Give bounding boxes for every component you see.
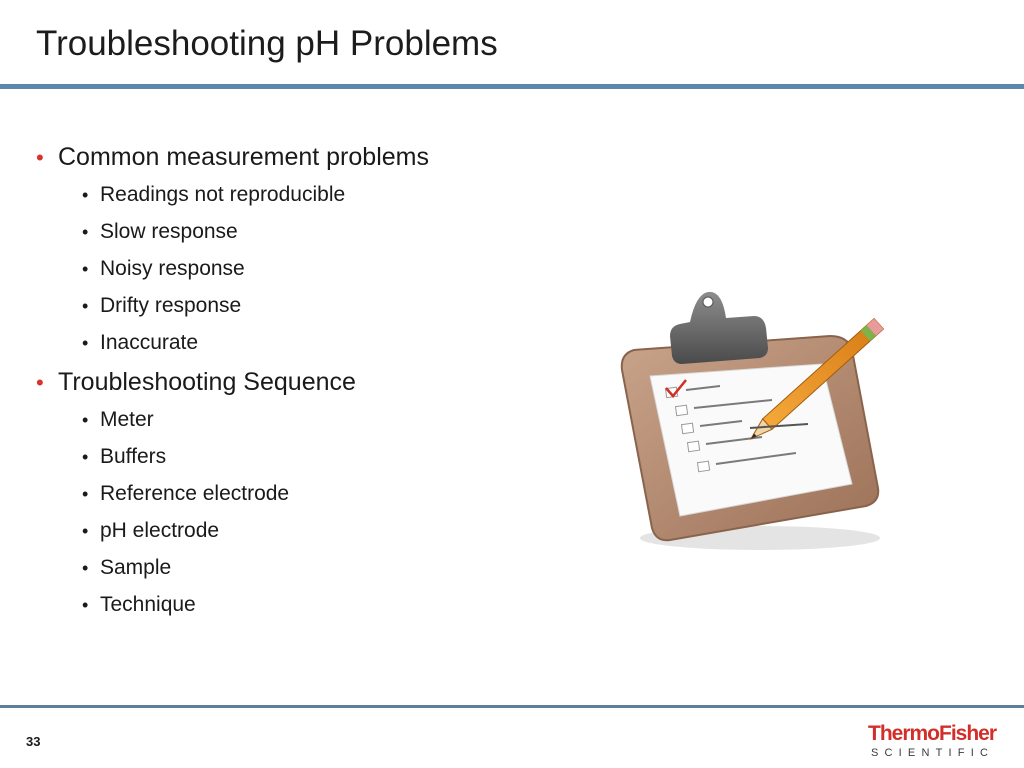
bullet-label: Meter xyxy=(100,408,154,431)
bullet-level2 xyxy=(82,554,171,582)
bullet-level2 xyxy=(82,255,245,283)
bullet-marker: • xyxy=(82,296,89,316)
bullet-label: Readings not reproducible xyxy=(100,183,346,206)
bullet-marker: • xyxy=(82,410,89,430)
bullet-level2 xyxy=(82,329,198,357)
logo-wordmark: ThermoFisher xyxy=(868,722,997,745)
bullet-label: Buffers xyxy=(100,445,167,468)
bullet-level2 xyxy=(82,443,166,471)
bullet-label: Technique xyxy=(100,593,196,616)
bullet-marker: • xyxy=(82,521,89,541)
bullet-label: Inaccurate xyxy=(100,331,199,354)
logo-subtitle: SCIENTIFIC xyxy=(871,747,995,759)
bullet-level2 xyxy=(82,218,238,246)
bullet-label: Reference electrode xyxy=(100,482,290,505)
bullet-label: Noisy response xyxy=(100,257,245,280)
bullet-level2 xyxy=(82,181,345,209)
bullet-level2 xyxy=(82,480,289,508)
clipboard-checklist-with-pencil-icon xyxy=(600,288,910,560)
bullet-marker: • xyxy=(82,484,89,504)
bullet-marker: • xyxy=(82,222,89,242)
bullet-level2 xyxy=(82,292,241,320)
bullet-marker: • xyxy=(36,145,44,170)
bullet-label: Slow response xyxy=(100,220,238,243)
page-number: 33 xyxy=(26,734,41,749)
bullet-label: Drifty response xyxy=(100,294,242,317)
bullet-level1 xyxy=(36,366,356,399)
bullet-marker: • xyxy=(82,558,89,578)
bullet-marker: • xyxy=(36,370,44,395)
bullet-label: Sample xyxy=(100,556,172,579)
bullet-label: pH electrode xyxy=(100,519,220,542)
bullet-marker: • xyxy=(82,259,89,279)
bullet-label: Troubleshooting Sequence xyxy=(58,368,356,396)
bullet-level1 xyxy=(36,141,429,174)
bullet-level2 xyxy=(82,517,219,545)
bullet-marker: • xyxy=(82,185,89,205)
bullet-label: Common measurement problems xyxy=(58,143,429,171)
bullet-level2 xyxy=(82,591,196,619)
thermo-fisher-logo xyxy=(862,722,1012,762)
bullet-level2 xyxy=(82,406,154,434)
title-divider xyxy=(0,84,1024,89)
bullet-marker: • xyxy=(82,595,89,615)
bullet-marker: • xyxy=(82,333,89,353)
footer-divider xyxy=(0,705,1024,708)
bullet-marker: • xyxy=(82,447,89,467)
slide-title: Troubleshooting pH Problems xyxy=(36,24,498,63)
